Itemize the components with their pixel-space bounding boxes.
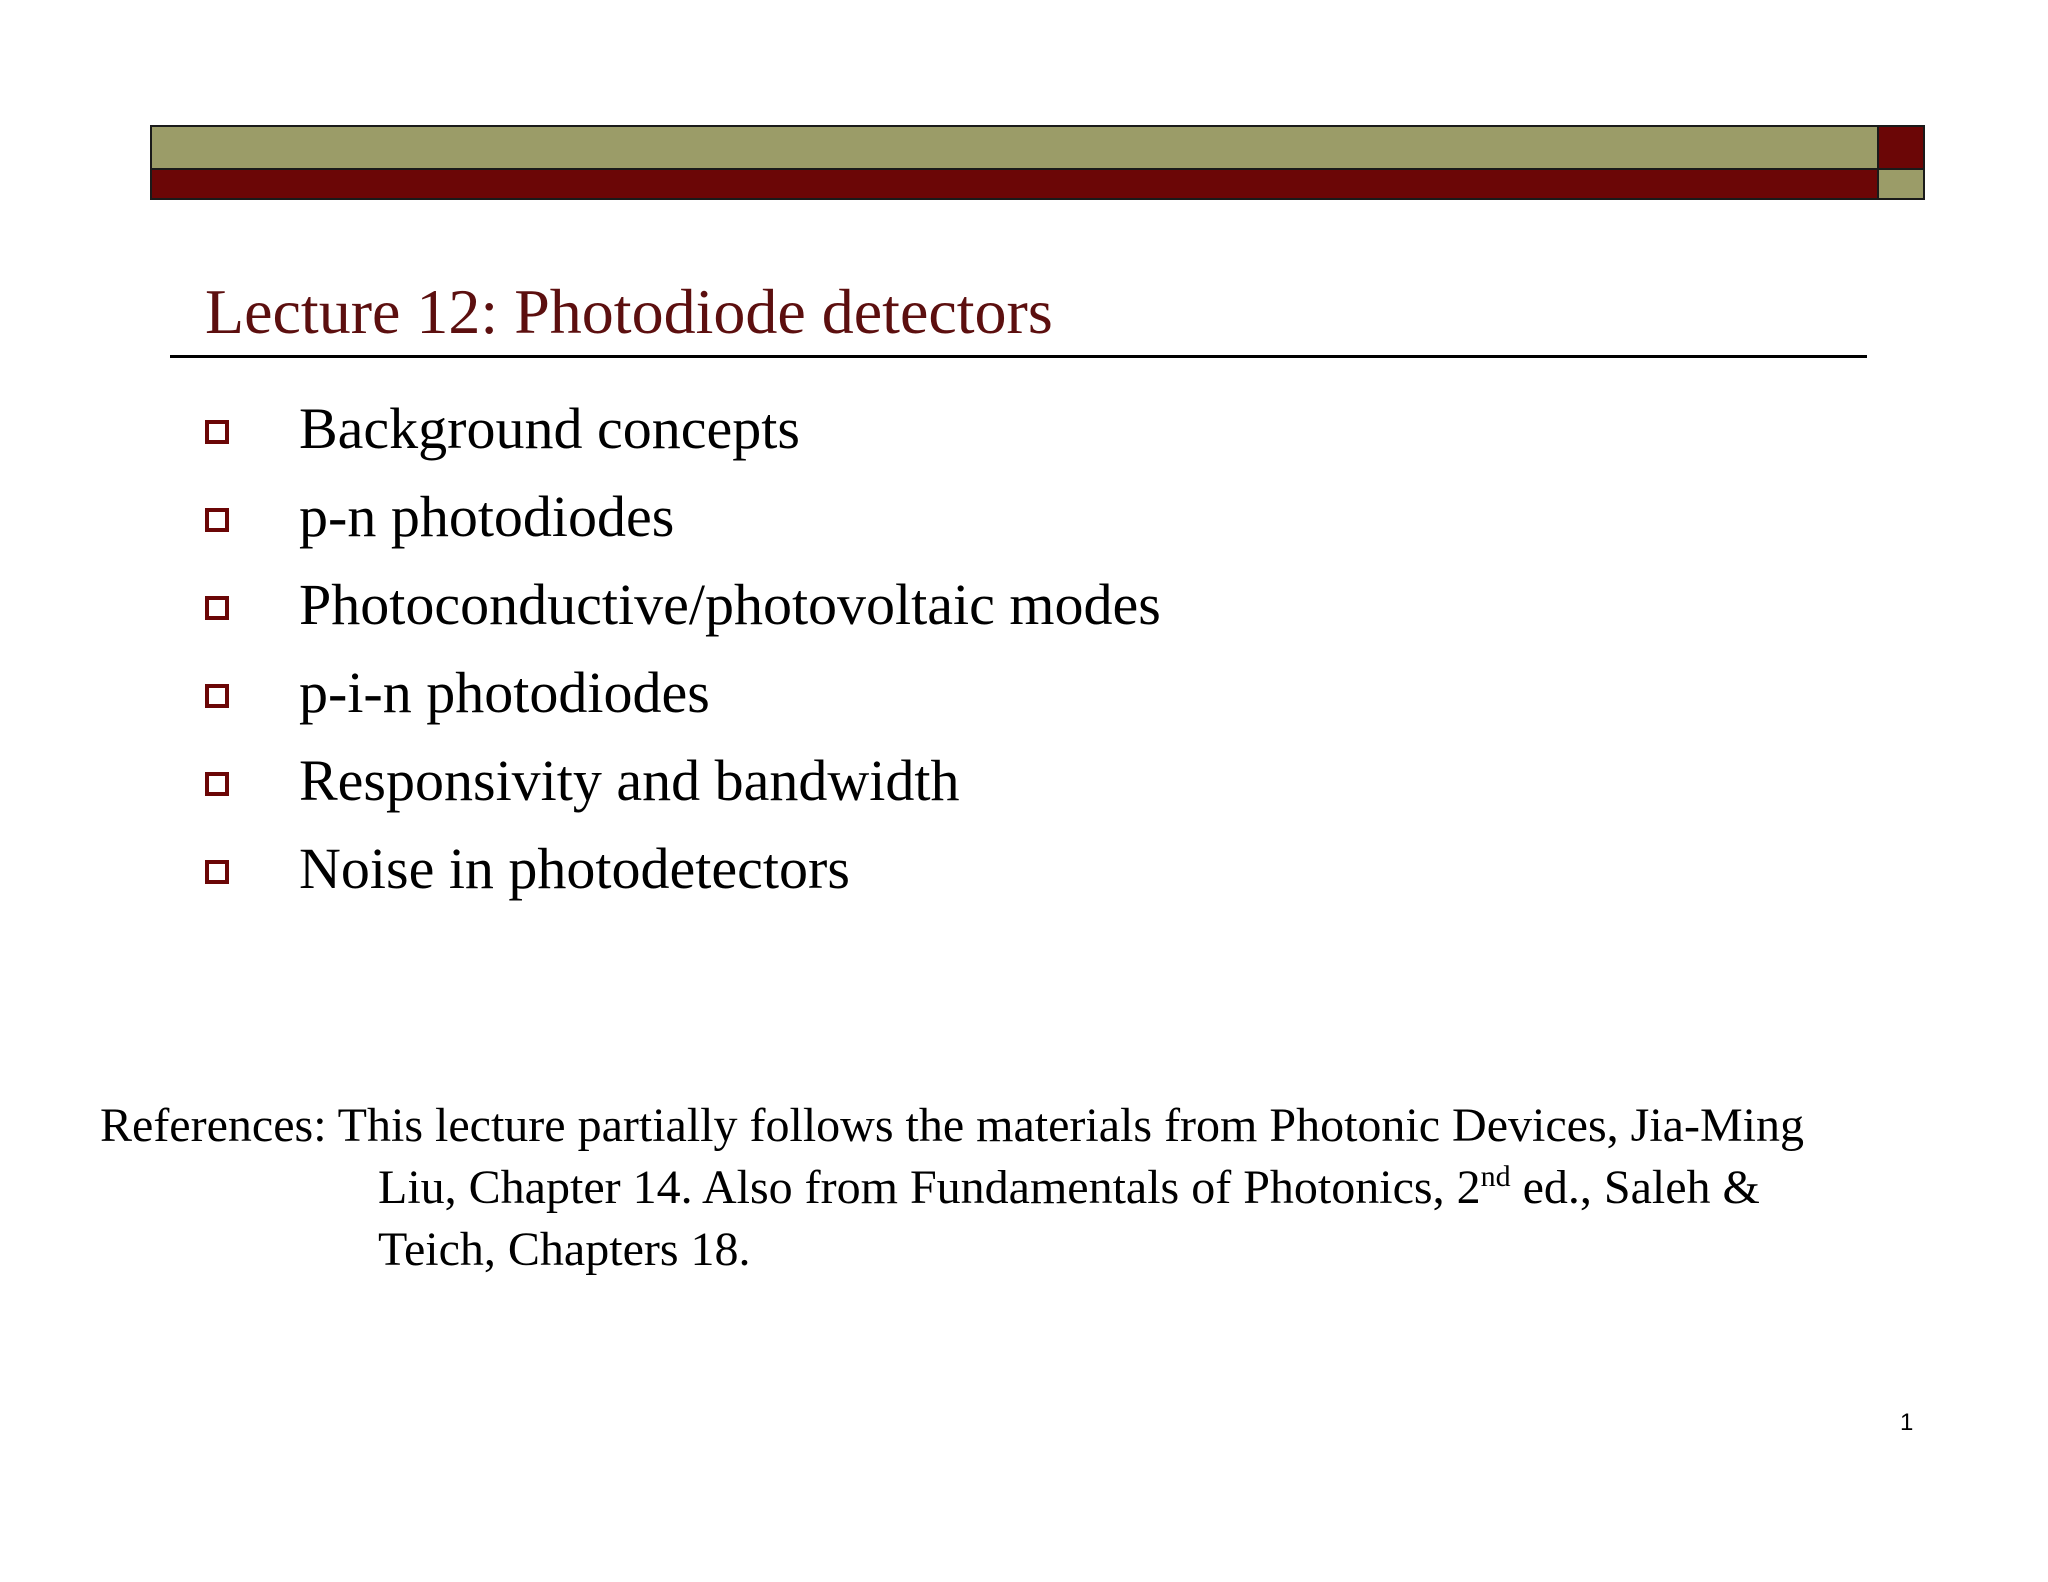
header-square-maroon (1879, 125, 1925, 170)
list-item-text: Responsivity and bandwidth (299, 748, 960, 813)
square-bullet-icon (205, 772, 229, 796)
title-underline (170, 355, 1867, 358)
list-item (205, 561, 1161, 649)
references-line-2-start: Liu, Chapter 14. Also from Fundamentals of Photonics, 2 (378, 1161, 1481, 1214)
square-bullet-icon (205, 860, 229, 884)
references-block (100, 1095, 1960, 1281)
square-bullet-icon (205, 684, 229, 708)
list-item-text: p-n photodiodes (299, 484, 675, 549)
square-bullet-icon (205, 420, 229, 444)
ordinal-superscript: nd (1480, 1160, 1511, 1193)
references-line-3: Teich, Chapters 18. (378, 1223, 751, 1276)
references-line-2 (100, 1157, 1960, 1219)
list-item (205, 385, 1161, 473)
references-line-2-end: ed., Saleh & (1510, 1161, 1760, 1214)
list-item-text: Photoconductive/photovoltaic modes (299, 572, 1161, 637)
header-bar-maroon (150, 170, 1879, 200)
references-line-1: References: This lecture partially follows the materials from Photonic Devices, Jia-Ming (100, 1099, 1804, 1152)
square-bullet-icon (205, 596, 229, 620)
list-item (205, 473, 1161, 561)
header-square-olive (1879, 170, 1925, 200)
list-item (205, 825, 1161, 913)
square-bullet-icon (205, 508, 229, 532)
page-number: 1 (1900, 1409, 1914, 1436)
list-item-text: Background concepts (299, 396, 800, 461)
slide-title: Lecture 12: Photodiode detectors (205, 276, 1053, 347)
header-bar-olive (150, 125, 1879, 170)
list-item-text: Noise in photodetectors (299, 836, 850, 901)
list-item-text: p-i-n photodiodes (299, 660, 710, 725)
topic-list (205, 385, 1161, 913)
list-item (205, 649, 1161, 737)
list-item (205, 737, 1161, 825)
